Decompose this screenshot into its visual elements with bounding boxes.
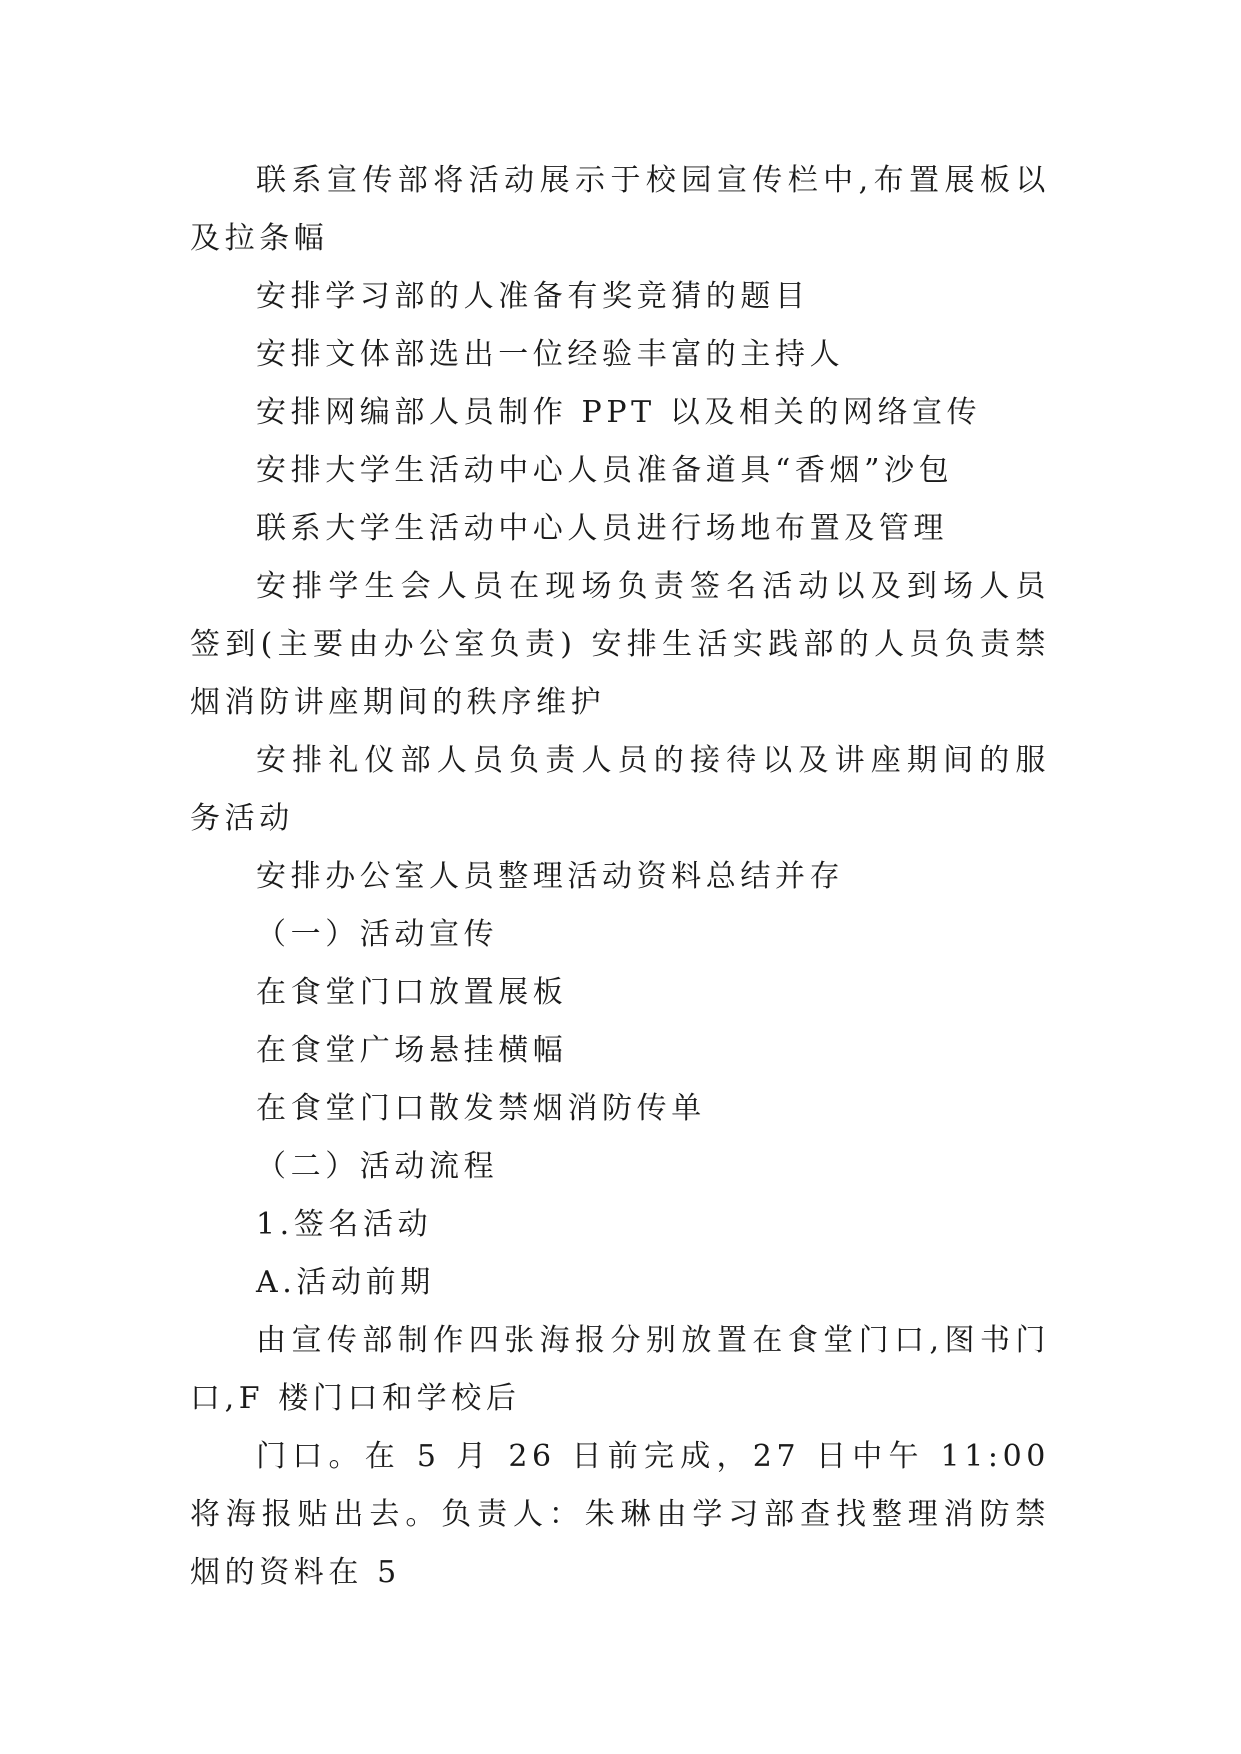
paragraph-banner: 在食堂广场悬挂横幅	[256, 1033, 568, 1068]
subheading-signature-activity: 1.签名活动	[256, 1207, 433, 1242]
paragraph-venue: 联系大学生活动中心人员进行场地布置及管理	[256, 511, 948, 546]
subheading-pre-activity: A.活动前期	[256, 1265, 435, 1300]
paragraph-deadline: 门口。在 5 月 26 日前完成，27 日中午 11:00 将海报贴出去。负责人：朱琳由学习部查找整理消防禁烟的资料在 5	[190, 1439, 1050, 1590]
paragraph-display-board: 在食堂门口放置展板	[256, 975, 568, 1010]
document-body	[190, 152, 1050, 1602]
paragraph-publicity-board: 联系宣传部将活动展示于校园宣传栏中,布置展板以及拉条幅	[190, 163, 1050, 256]
paragraph-posters: 由宣传部制作四张海报分别放置在食堂门口,图书门口,F 楼门口和学校后	[190, 1323, 1050, 1416]
paragraph-ppt: 安排网编部人员制作 PPT 以及相关的网络宣传	[256, 395, 982, 430]
paragraph-etiquette: 安排礼仪部人员负责人员的接待以及讲座期间的服务活动	[190, 743, 1050, 836]
paragraph-props: 安排大学生活动中心人员准备道具“香烟”沙包	[256, 453, 954, 488]
paragraph-sign-in: 安排学生会人员在现场负责签名活动以及到场人员签到(主要由办公室负责) 安排生活实践部的人员负责禁烟消防讲座期间的秩序维护	[190, 569, 1050, 720]
paragraph-leaflets: 在食堂门口散发禁烟消防传单	[256, 1091, 706, 1126]
paragraph-office: 安排办公室人员整理活动资料总结并存	[256, 859, 845, 894]
section-heading-publicity: （一）活动宣传	[256, 917, 499, 952]
paragraph-study-dept-quiz: 安排学习部的人准备有奖竞猜的题目	[256, 279, 810, 314]
section-heading-process: （二）活动流程	[256, 1149, 499, 1184]
paragraph-host: 安排文体部选出一位经验丰富的主持人	[256, 337, 845, 372]
